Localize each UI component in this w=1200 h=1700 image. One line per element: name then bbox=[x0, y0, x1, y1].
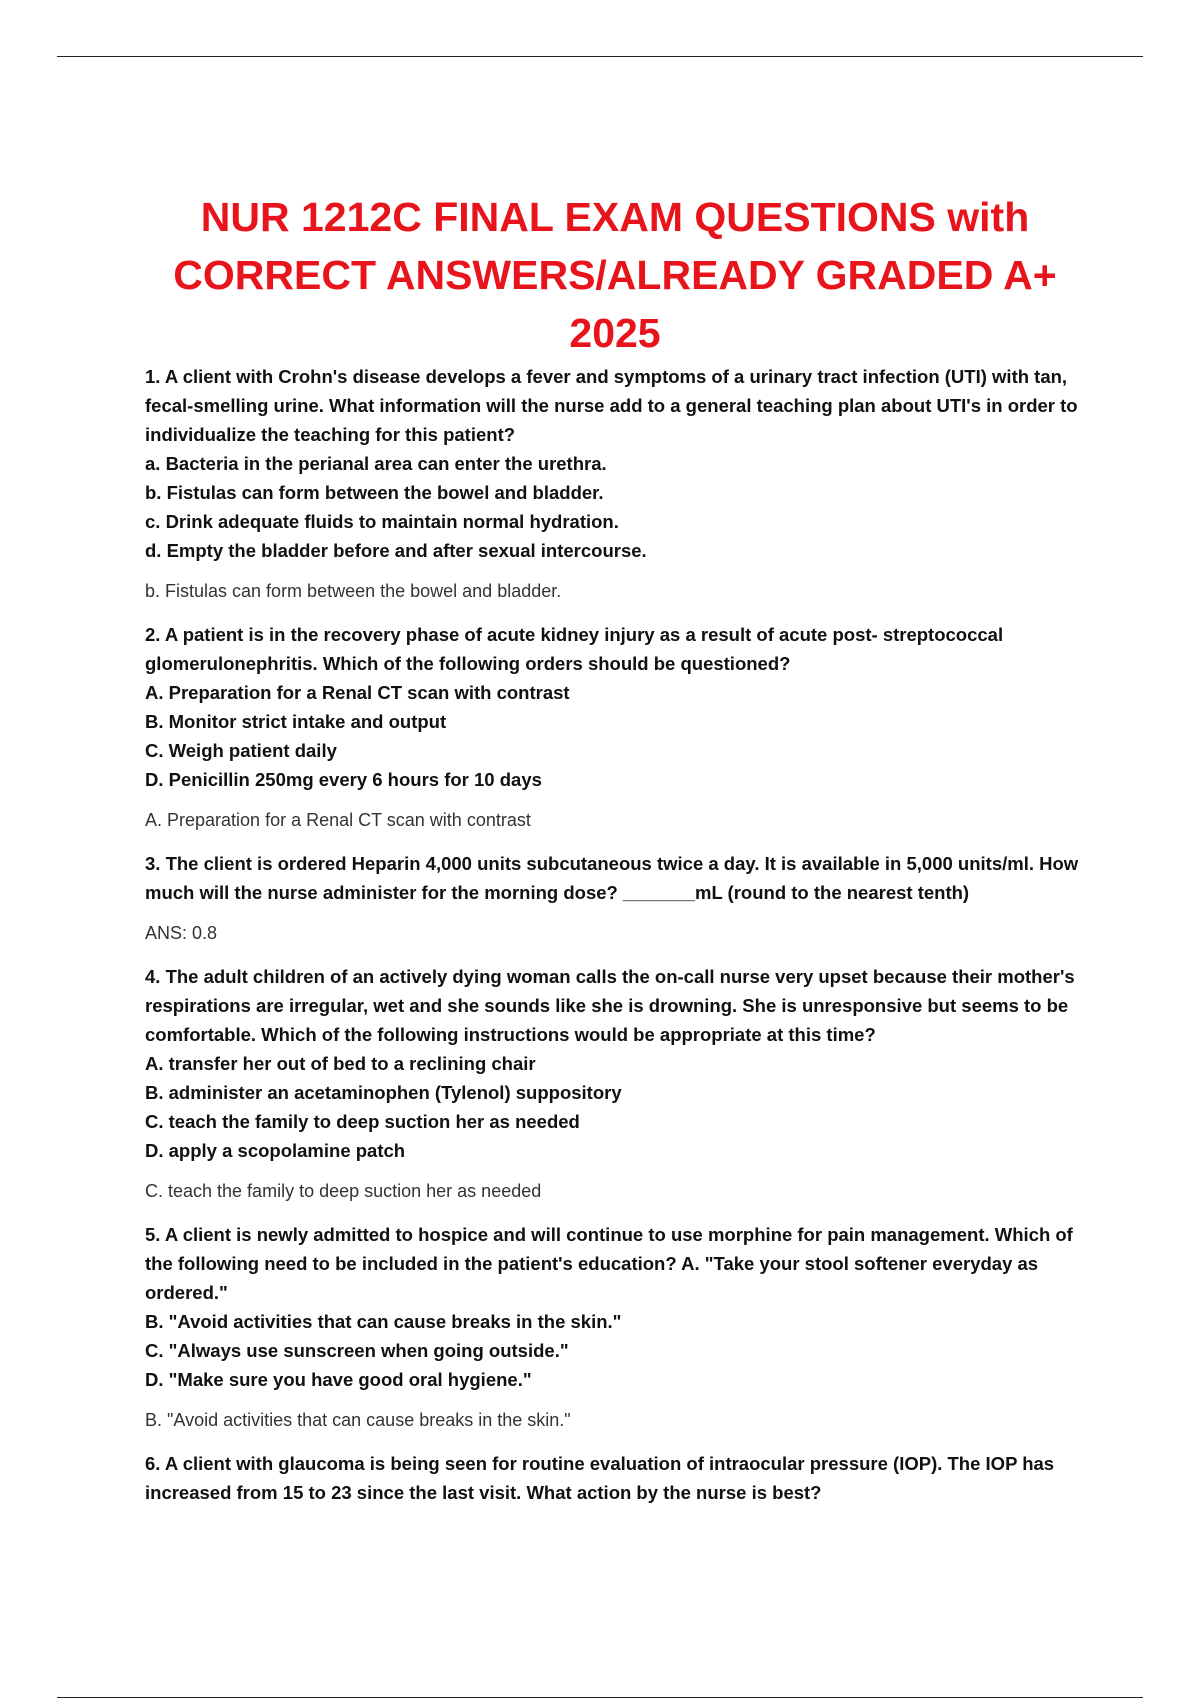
title-line: 2025 bbox=[569, 310, 661, 356]
question-1 bbox=[145, 362, 1095, 606]
answer-option: D. Penicillin 250mg every 6 hours for 10 days bbox=[145, 769, 542, 790]
answer-option: B. administer an acetaminophen (Tylenol) suppository bbox=[145, 1082, 622, 1103]
answer-option: d. Empty the bladder before and after sexual intercourse. bbox=[145, 540, 647, 561]
title-line: CORRECT ANSWERS/ALREADY GRADED A+ bbox=[173, 252, 1057, 298]
answer-option: D. "Make sure you have good oral hygiene." bbox=[145, 1369, 532, 1390]
answer-option: C. Weigh patient daily bbox=[145, 740, 337, 761]
answer-option: a. Bacteria in the perianal area can enter the urethra. bbox=[145, 453, 607, 474]
answer-option: A. transfer her out of bed to a reclining chair bbox=[145, 1053, 536, 1074]
answer-option: b. Fistulas can form between the bowel and bladder. bbox=[145, 482, 604, 503]
document-title bbox=[100, 188, 1130, 362]
answer-option: C. teach the family to deep suction her as needed bbox=[145, 1111, 580, 1132]
answer-option: C. "Always use sunscreen when going outside." bbox=[145, 1340, 569, 1361]
question-text: 2. A patient is in the recovery phase of acute kidney injury as a result of acute post- streptococcal glomerulonephritis. Which of the following orders should be questioned? bbox=[145, 624, 1004, 674]
correct-answer: b. Fistulas can form between the bowel and bladder. bbox=[145, 581, 562, 601]
question-text: 3. The client is ordered Heparin 4,000 units subcutaneous twice a day. It is available in 5,000 units/ml. How much will the nurse administer for the morning dose? _______mL (round to the nearest tenth) bbox=[145, 853, 1079, 903]
question-2 bbox=[145, 620, 1095, 835]
correct-answer: B. "Avoid activities that can cause breaks in the skin." bbox=[145, 1410, 571, 1430]
answer-option: B. "Avoid activities that can cause breaks in the skin." bbox=[145, 1311, 622, 1332]
question-6 bbox=[145, 1449, 1095, 1507]
question-text: 6. A client with glaucoma is being seen for routine evaluation of intraocular pressure (IOP). The IOP has increased from 15 to 23 since the last visit. What action by the nurse is best? bbox=[145, 1453, 1055, 1503]
answer-option: c. Drink adequate fluids to maintain normal hydration. bbox=[145, 511, 619, 532]
question-list bbox=[145, 362, 1095, 1507]
answer-option: B. Monitor strict intake and output bbox=[145, 711, 447, 732]
question-3 bbox=[145, 849, 1095, 948]
bottom-divider bbox=[57, 1697, 1143, 1698]
answer-option: D. apply a scopolamine patch bbox=[145, 1140, 406, 1161]
question-4 bbox=[145, 962, 1095, 1206]
answer-option: A. Preparation for a Renal CT scan with contrast bbox=[145, 682, 570, 703]
question-text: 1. A client with Crohn's disease develops a fever and symptoms of a urinary tract infection (UTI) with tan, fecal-smelling urine. What information will the nurse add to a general teaching plan about UTI's in order to individualize the teaching for this patient? bbox=[145, 366, 1078, 445]
question-5 bbox=[145, 1220, 1095, 1435]
top-divider bbox=[57, 56, 1143, 57]
question-text: 5. A client is newly admitted to hospice and will continue to use morphine for pain management. Which of the following need to be included in the patient's education? A. "Take your stool softener everyday as ordered." bbox=[145, 1224, 1073, 1303]
correct-answer: ANS: 0.8 bbox=[145, 923, 218, 943]
title-line: NUR 1212C FINAL EXAM QUESTIONS with bbox=[200, 194, 1030, 240]
correct-answer: C. teach the family to deep suction her as needed bbox=[145, 1181, 542, 1201]
correct-answer: A. Preparation for a Renal CT scan with contrast bbox=[145, 810, 531, 830]
question-text: 4. The adult children of an actively dying woman calls the on-call nurse very upset because their mother's respirations are irregular, wet and she sounds like she is drowning. She is unresponsive but seems to be comfortable. Which of the following instructions would be appropriate at this time? bbox=[145, 966, 1075, 1045]
